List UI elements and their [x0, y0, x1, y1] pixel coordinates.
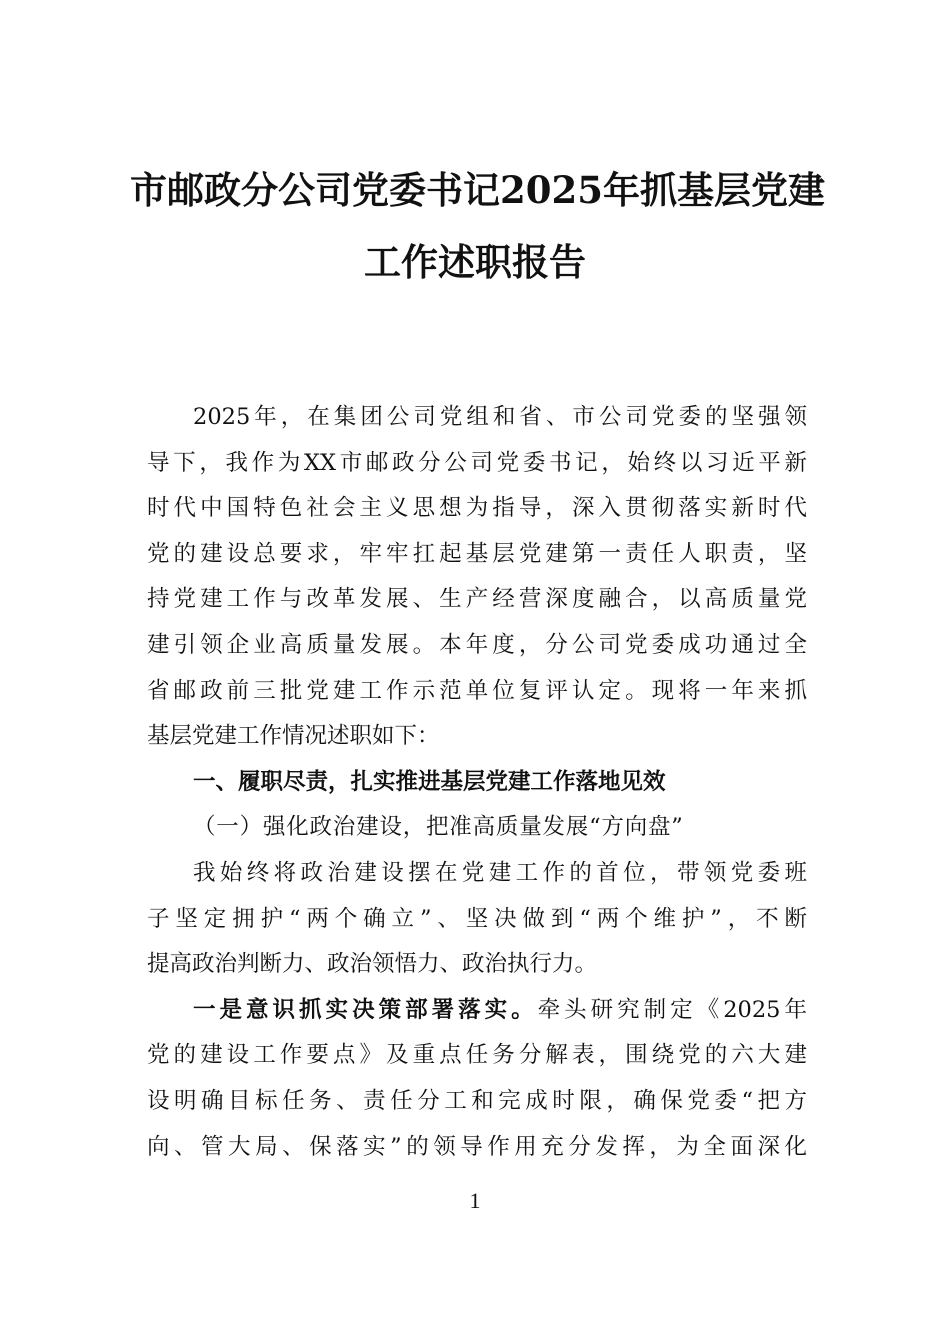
- section-heading: 一、履职尽责，扎实推进基层党建工作落地见效: [193, 768, 666, 795]
- paragraph-line: 持党建工作与改革发展、生产经营深度融合，以高质量党: [147, 586, 807, 613]
- paragraph-line: [147, 988, 807, 1034]
- paragraph-line: 建引领企业高质量发展。本年度，分公司党委成功通过全: [147, 631, 807, 658]
- paragraph-line: 时代中国特色社会主义思想为指导，深入贯彻落实新时代: [147, 495, 807, 522]
- paragraph-line: 向、管大局、保落实”的领导作用充分发挥，为全面深化: [147, 1133, 807, 1160]
- document-title-line-1: 市邮政分公司党委书记2025年抓基层党建: [130, 168, 825, 212]
- paragraph-text: 牵头研究制定《2025年: [537, 996, 807, 1023]
- subsection-heading: （一）强化政治建设，把准高质量发展“方向盘”: [193, 814, 684, 841]
- document-title-line-2: 工作述职报告: [364, 240, 586, 284]
- document-body: [147, 395, 807, 1170]
- paragraph-line: 我始终将政治建设摆在党建工作的首位，带领党委班: [193, 859, 807, 886]
- paragraph-line: 省邮政前三批党建工作示范单位复评认定。现将一年来抓: [147, 677, 807, 704]
- paragraph-line: 子坚定拥护“两个确立”、坚决做到“两个维护”，不断: [147, 905, 807, 932]
- page-number: 1: [469, 1188, 481, 1213]
- paragraph-line: 2025年，在集团公司党组和省、市公司党委的坚强领: [193, 404, 807, 430]
- bold-lead-text: 一是意识抓实决策部署落实。: [193, 996, 538, 1023]
- paragraph-line: 基层党建工作情况述职如下：: [147, 723, 440, 750]
- paragraph-line: 党的建设总要求，牢牢扛起基层党建第一责任人职责，坚: [147, 540, 807, 567]
- paragraph-line: 设明确目标任务、责任分工和完成时限，确保党委“把方: [147, 1087, 807, 1114]
- paragraph-line: 党的建设工作要点》及重点任务分解表，围绕党的六大建: [147, 1042, 807, 1069]
- paragraph-line: 提高政治判断力、政治领悟力、政治执行力。: [147, 951, 598, 978]
- paragraph-line: 导下，我作为XX市邮政分公司党委书记，始终以习近平新: [147, 449, 807, 476]
